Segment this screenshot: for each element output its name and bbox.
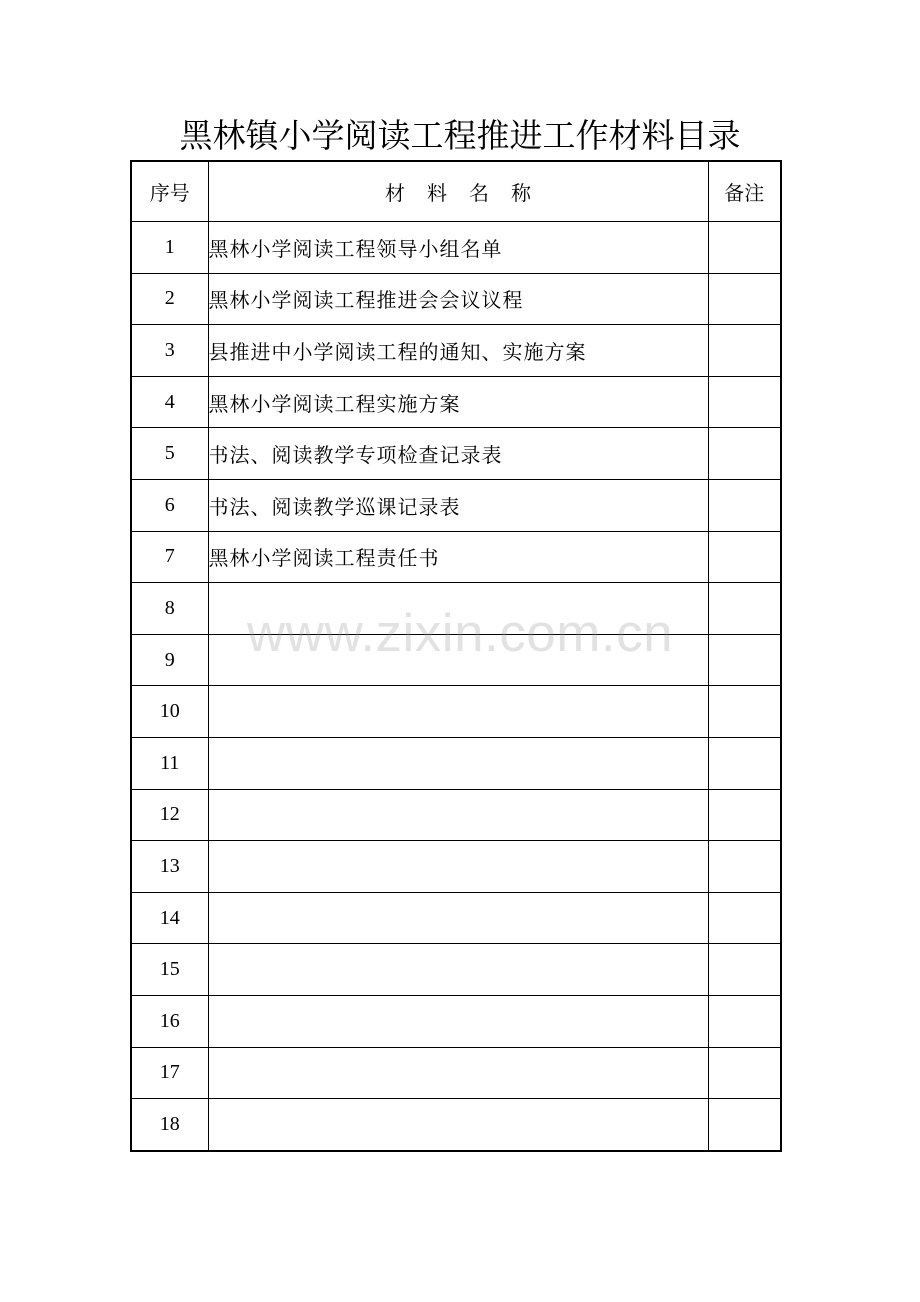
table-row — [131, 634, 781, 686]
row-material-name — [208, 686, 708, 738]
row-note — [708, 583, 781, 635]
row-material-name: 黑林小学阅读工程推进会会议议程 — [208, 273, 708, 325]
row-note — [708, 995, 781, 1047]
row-seq: 1 — [131, 222, 208, 274]
table-row — [131, 428, 781, 480]
row-seq: 15 — [131, 944, 208, 996]
row-seq: 3 — [131, 325, 208, 377]
table-row — [131, 222, 781, 274]
row-note — [708, 376, 781, 428]
row-seq: 16 — [131, 995, 208, 1047]
table-row — [131, 686, 781, 738]
row-note — [708, 428, 781, 480]
row-material-name — [208, 892, 708, 944]
row-note — [708, 1047, 781, 1099]
row-seq: 8 — [131, 583, 208, 635]
table-row — [131, 995, 781, 1047]
row-material-name — [208, 1099, 708, 1151]
row-seq: 4 — [131, 376, 208, 428]
header-note: 备注 — [708, 161, 781, 222]
row-note — [708, 892, 781, 944]
row-material-name — [208, 634, 708, 686]
row-material-name — [208, 841, 708, 893]
header-name: 材料名称 — [208, 161, 708, 222]
table-body — [131, 222, 781, 1151]
materials-table — [130, 160, 782, 1152]
row-material-name — [208, 583, 708, 635]
row-note — [708, 1099, 781, 1151]
row-material-name — [208, 789, 708, 841]
row-material-name: 县推进中小学阅读工程的通知、实施方案 — [208, 325, 708, 377]
row-material-name: 黑林小学阅读工程领导小组名单 — [208, 222, 708, 274]
row-material-name: 黑林小学阅读工程责任书 — [208, 531, 708, 583]
row-note — [708, 686, 781, 738]
row-seq: 12 — [131, 789, 208, 841]
row-material-name — [208, 944, 708, 996]
row-seq: 17 — [131, 1047, 208, 1099]
row-note — [708, 479, 781, 531]
header-seq: 序号 — [131, 161, 208, 222]
table-row — [131, 583, 781, 635]
table-row — [131, 531, 781, 583]
table-header-row — [131, 161, 781, 222]
row-note — [708, 222, 781, 274]
table-row — [131, 273, 781, 325]
row-material-name — [208, 995, 708, 1047]
table-row — [131, 1047, 781, 1099]
row-seq: 18 — [131, 1099, 208, 1151]
row-material-name: 书法、阅读教学专项检查记录表 — [208, 428, 708, 480]
row-note — [708, 944, 781, 996]
document-title: 黑林镇小学阅读工程推进工作材料目录 — [179, 116, 741, 155]
table-row — [131, 479, 781, 531]
row-seq: 11 — [131, 737, 208, 789]
row-note — [708, 531, 781, 583]
table-row — [131, 325, 781, 377]
row-seq: 13 — [131, 841, 208, 893]
table-row — [131, 841, 781, 893]
row-seq: 9 — [131, 634, 208, 686]
row-seq: 7 — [131, 531, 208, 583]
row-seq: 5 — [131, 428, 208, 480]
table-row — [131, 1099, 781, 1151]
table-row — [131, 737, 781, 789]
row-seq: 14 — [131, 892, 208, 944]
row-seq: 10 — [131, 686, 208, 738]
table-row — [131, 892, 781, 944]
table-row — [131, 376, 781, 428]
table-row — [131, 944, 781, 996]
row-note — [708, 325, 781, 377]
row-note — [708, 273, 781, 325]
table-row — [131, 789, 781, 841]
row-material-name: 书法、阅读教学巡课记录表 — [208, 479, 708, 531]
row-seq: 6 — [131, 479, 208, 531]
row-material-name: 黑林小学阅读工程实施方案 — [208, 376, 708, 428]
row-note — [708, 634, 781, 686]
row-material-name — [208, 737, 708, 789]
row-note — [708, 789, 781, 841]
row-note — [708, 737, 781, 789]
row-note — [708, 841, 781, 893]
watermark: www.zixin.com.cn — [246, 604, 674, 663]
row-seq: 2 — [131, 273, 208, 325]
row-material-name — [208, 1047, 708, 1099]
